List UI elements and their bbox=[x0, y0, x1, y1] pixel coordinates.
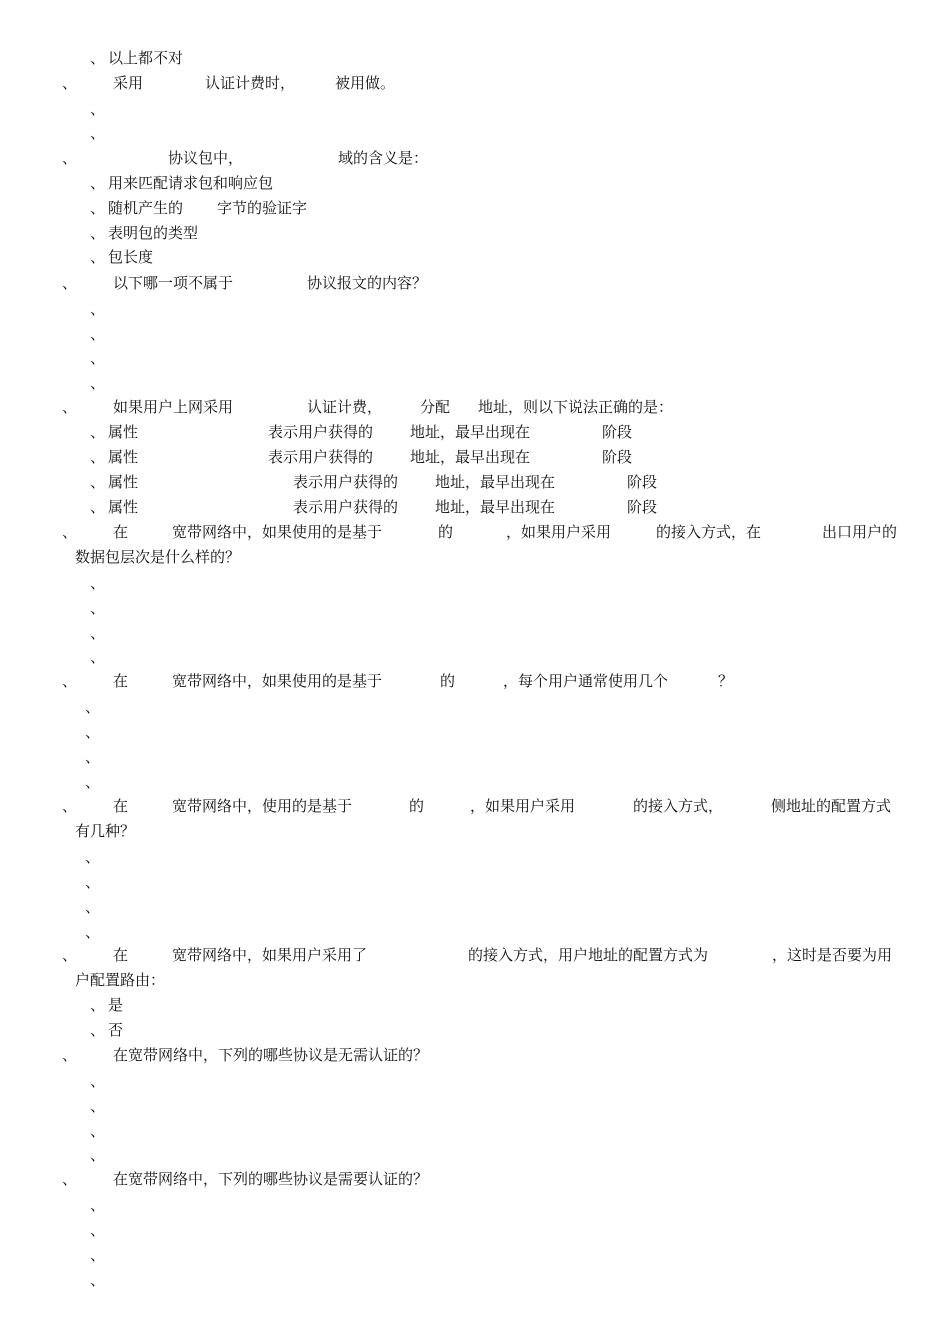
option-marker: 、 bbox=[85, 748, 101, 766]
option-b-text: 属性 bbox=[108, 448, 139, 466]
option-marker: 、 bbox=[90, 624, 106, 642]
option-marker: 、 bbox=[90, 498, 106, 516]
option-marker: 、 bbox=[90, 1221, 106, 1239]
question-5-part-1: 在 bbox=[113, 523, 129, 541]
question-8-part-3: 的接入方式，用户地址的配置方式为 bbox=[468, 946, 709, 964]
question-6-part-2: 宽带网络中，如果使用的是基于 bbox=[172, 672, 383, 690]
option-c-text: 属性 bbox=[108, 473, 139, 491]
option-a-text-4: 阶段 bbox=[602, 423, 633, 441]
question-7-part-1: 在 bbox=[113, 797, 129, 815]
option-marker: 、 bbox=[85, 773, 101, 791]
option-marker: 、 bbox=[90, 1021, 106, 1039]
option-marker: 、 bbox=[90, 1146, 106, 1164]
question-marker: 、 bbox=[62, 672, 78, 690]
option-marker: 、 bbox=[90, 996, 106, 1014]
question-7-line-2: 有几种？ bbox=[75, 822, 136, 840]
option-c-text-2: 表示用户获得的 bbox=[293, 473, 399, 491]
question-6-part-4: ，每个用户通常使用几个 bbox=[503, 672, 669, 690]
option-a-text: 是 bbox=[108, 996, 124, 1014]
question-1-part-2: 认证计费时， bbox=[205, 74, 296, 92]
question-8-line-2: 户配置路由： bbox=[75, 971, 166, 989]
option-marker: 、 bbox=[90, 1271, 106, 1289]
question-4-part-3: 分配 bbox=[420, 398, 451, 416]
question-marker: 、 bbox=[62, 149, 78, 167]
question-3-part-2: 协议报文的内容？ bbox=[307, 274, 428, 292]
option-b-text-3: 地址，最早出现在 bbox=[410, 448, 531, 466]
question-marker: 、 bbox=[62, 1046, 78, 1064]
question-marker: 、 bbox=[62, 74, 78, 92]
question-4-part-2: 认证计费， bbox=[307, 398, 383, 416]
question-5-part-5: 的接入方式，在 bbox=[656, 523, 762, 541]
option-marker: 、 bbox=[90, 1246, 106, 1264]
option-marker: 、 bbox=[90, 300, 106, 318]
option-marker: 、 bbox=[90, 1122, 106, 1140]
question-5-part-3: 的 bbox=[438, 523, 454, 541]
option-marker: 、 bbox=[90, 473, 106, 491]
option-marker: 、 bbox=[90, 100, 106, 118]
question-1-part-1: 采用 bbox=[113, 74, 144, 92]
option-b-text-2: 表示用户获得的 bbox=[268, 448, 374, 466]
option-marker: 、 bbox=[85, 723, 101, 741]
option-marker: 、 bbox=[90, 325, 106, 343]
question-10-text: 在宽带网络中，下列的哪些协议是需要认证的？ bbox=[113, 1170, 429, 1188]
option-marker: 、 bbox=[85, 873, 101, 891]
question-marker: 、 bbox=[62, 274, 78, 292]
option-marker: 、 bbox=[90, 648, 106, 666]
question-2-part-2: 域的含义是： bbox=[338, 149, 429, 167]
option-marker: 、 bbox=[90, 1097, 106, 1115]
question-8-part-2: 宽带网络中，如果用户采用了 bbox=[172, 946, 368, 964]
question-marker: 、 bbox=[62, 523, 78, 541]
option-marker: 、 bbox=[85, 898, 101, 916]
option-c-text: 表明包的类型 bbox=[108, 224, 199, 242]
question-marker: 、 bbox=[62, 1170, 78, 1188]
option-d-text-2: 表示用户获得的 bbox=[293, 498, 399, 516]
option-marker: 、 bbox=[90, 124, 106, 142]
question-5-part-6: 出口用户的 bbox=[822, 523, 898, 541]
option-a-text: 用来匹配请求包和响应包 bbox=[108, 174, 274, 192]
question-2-part-1: 协议包中， bbox=[168, 149, 244, 167]
question-5-part-4: ，如果用户采用 bbox=[506, 523, 612, 541]
option-marker: 、 bbox=[90, 574, 106, 592]
option-marker: 、 bbox=[90, 224, 106, 242]
question-3-part-1: 以下哪一项不属于 bbox=[113, 274, 234, 292]
option-marker: 、 bbox=[90, 1196, 106, 1214]
option-b-text: 随机产生的 bbox=[108, 199, 184, 217]
question-6-part-1: 在 bbox=[113, 672, 129, 690]
question-8-part-4: ，这时是否要为用 bbox=[772, 946, 893, 964]
question-7-part-6: 侧地址的配置方式 bbox=[771, 797, 892, 815]
question-4-part-4: 地址，则以下说法正确的是： bbox=[478, 398, 674, 416]
option-marker: 、 bbox=[90, 599, 106, 617]
question-1-part-3: 被用做。 bbox=[335, 74, 396, 92]
option-b-text-4: 阶段 bbox=[602, 448, 633, 466]
option-b-text-2: 字节的验证字 bbox=[217, 199, 308, 217]
question-marker: 、 bbox=[62, 797, 78, 815]
question-9-text: 在宽带网络中，下列的哪些协议是无需认证的？ bbox=[113, 1046, 429, 1064]
option-marker: 、 bbox=[90, 174, 106, 192]
option-d-text: 属性 bbox=[108, 498, 139, 516]
question-7-part-3: 的 bbox=[409, 797, 425, 815]
option-d-text: 以上都不对 bbox=[108, 49, 184, 67]
option-marker: 、 bbox=[90, 1072, 106, 1090]
option-marker: 、 bbox=[85, 923, 101, 941]
option-a-text-3: 地址，最早出现在 bbox=[410, 423, 531, 441]
option-marker: 、 bbox=[90, 423, 106, 441]
question-5-part-2: 宽带网络中，如果使用的是基于 bbox=[172, 523, 383, 541]
option-d-text-4: 阶段 bbox=[627, 498, 658, 516]
option-marker: 、 bbox=[85, 698, 101, 716]
option-a-text: 属性 bbox=[108, 423, 139, 441]
question-7-part-5: 的接入方式， bbox=[633, 797, 724, 815]
option-marker: 、 bbox=[90, 448, 106, 466]
question-5-line-2: 数据包层次是什么样的？ bbox=[75, 548, 241, 566]
option-marker: 、 bbox=[85, 848, 101, 866]
question-7-part-2: 宽带网络中，使用的是基于 bbox=[172, 797, 353, 815]
option-d-text-3: 地址，最早出现在 bbox=[435, 498, 556, 516]
option-c-text-3: 地址，最早出现在 bbox=[435, 473, 556, 491]
question-6-part-5: ？ bbox=[718, 672, 734, 690]
question-marker: 、 bbox=[62, 946, 78, 964]
question-7-part-4: ，如果用户采用 bbox=[470, 797, 576, 815]
option-b-text: 否 bbox=[108, 1021, 124, 1039]
option-marker: 、 bbox=[90, 248, 106, 266]
question-8-part-1: 在 bbox=[113, 946, 129, 964]
question-6-part-3: 的 bbox=[440, 672, 456, 690]
option-d-text: 包长度 bbox=[108, 248, 154, 266]
question-4-part-1: 如果用户上网采用 bbox=[113, 398, 234, 416]
option-marker: 、 bbox=[90, 349, 106, 367]
option-marker: 、 bbox=[90, 49, 106, 67]
option-a-text-2: 表示用户获得的 bbox=[268, 423, 374, 441]
option-c-text-4: 阶段 bbox=[627, 473, 658, 491]
option-marker: 、 bbox=[90, 199, 106, 217]
option-marker: 、 bbox=[90, 374, 106, 392]
question-marker: 、 bbox=[62, 398, 78, 416]
